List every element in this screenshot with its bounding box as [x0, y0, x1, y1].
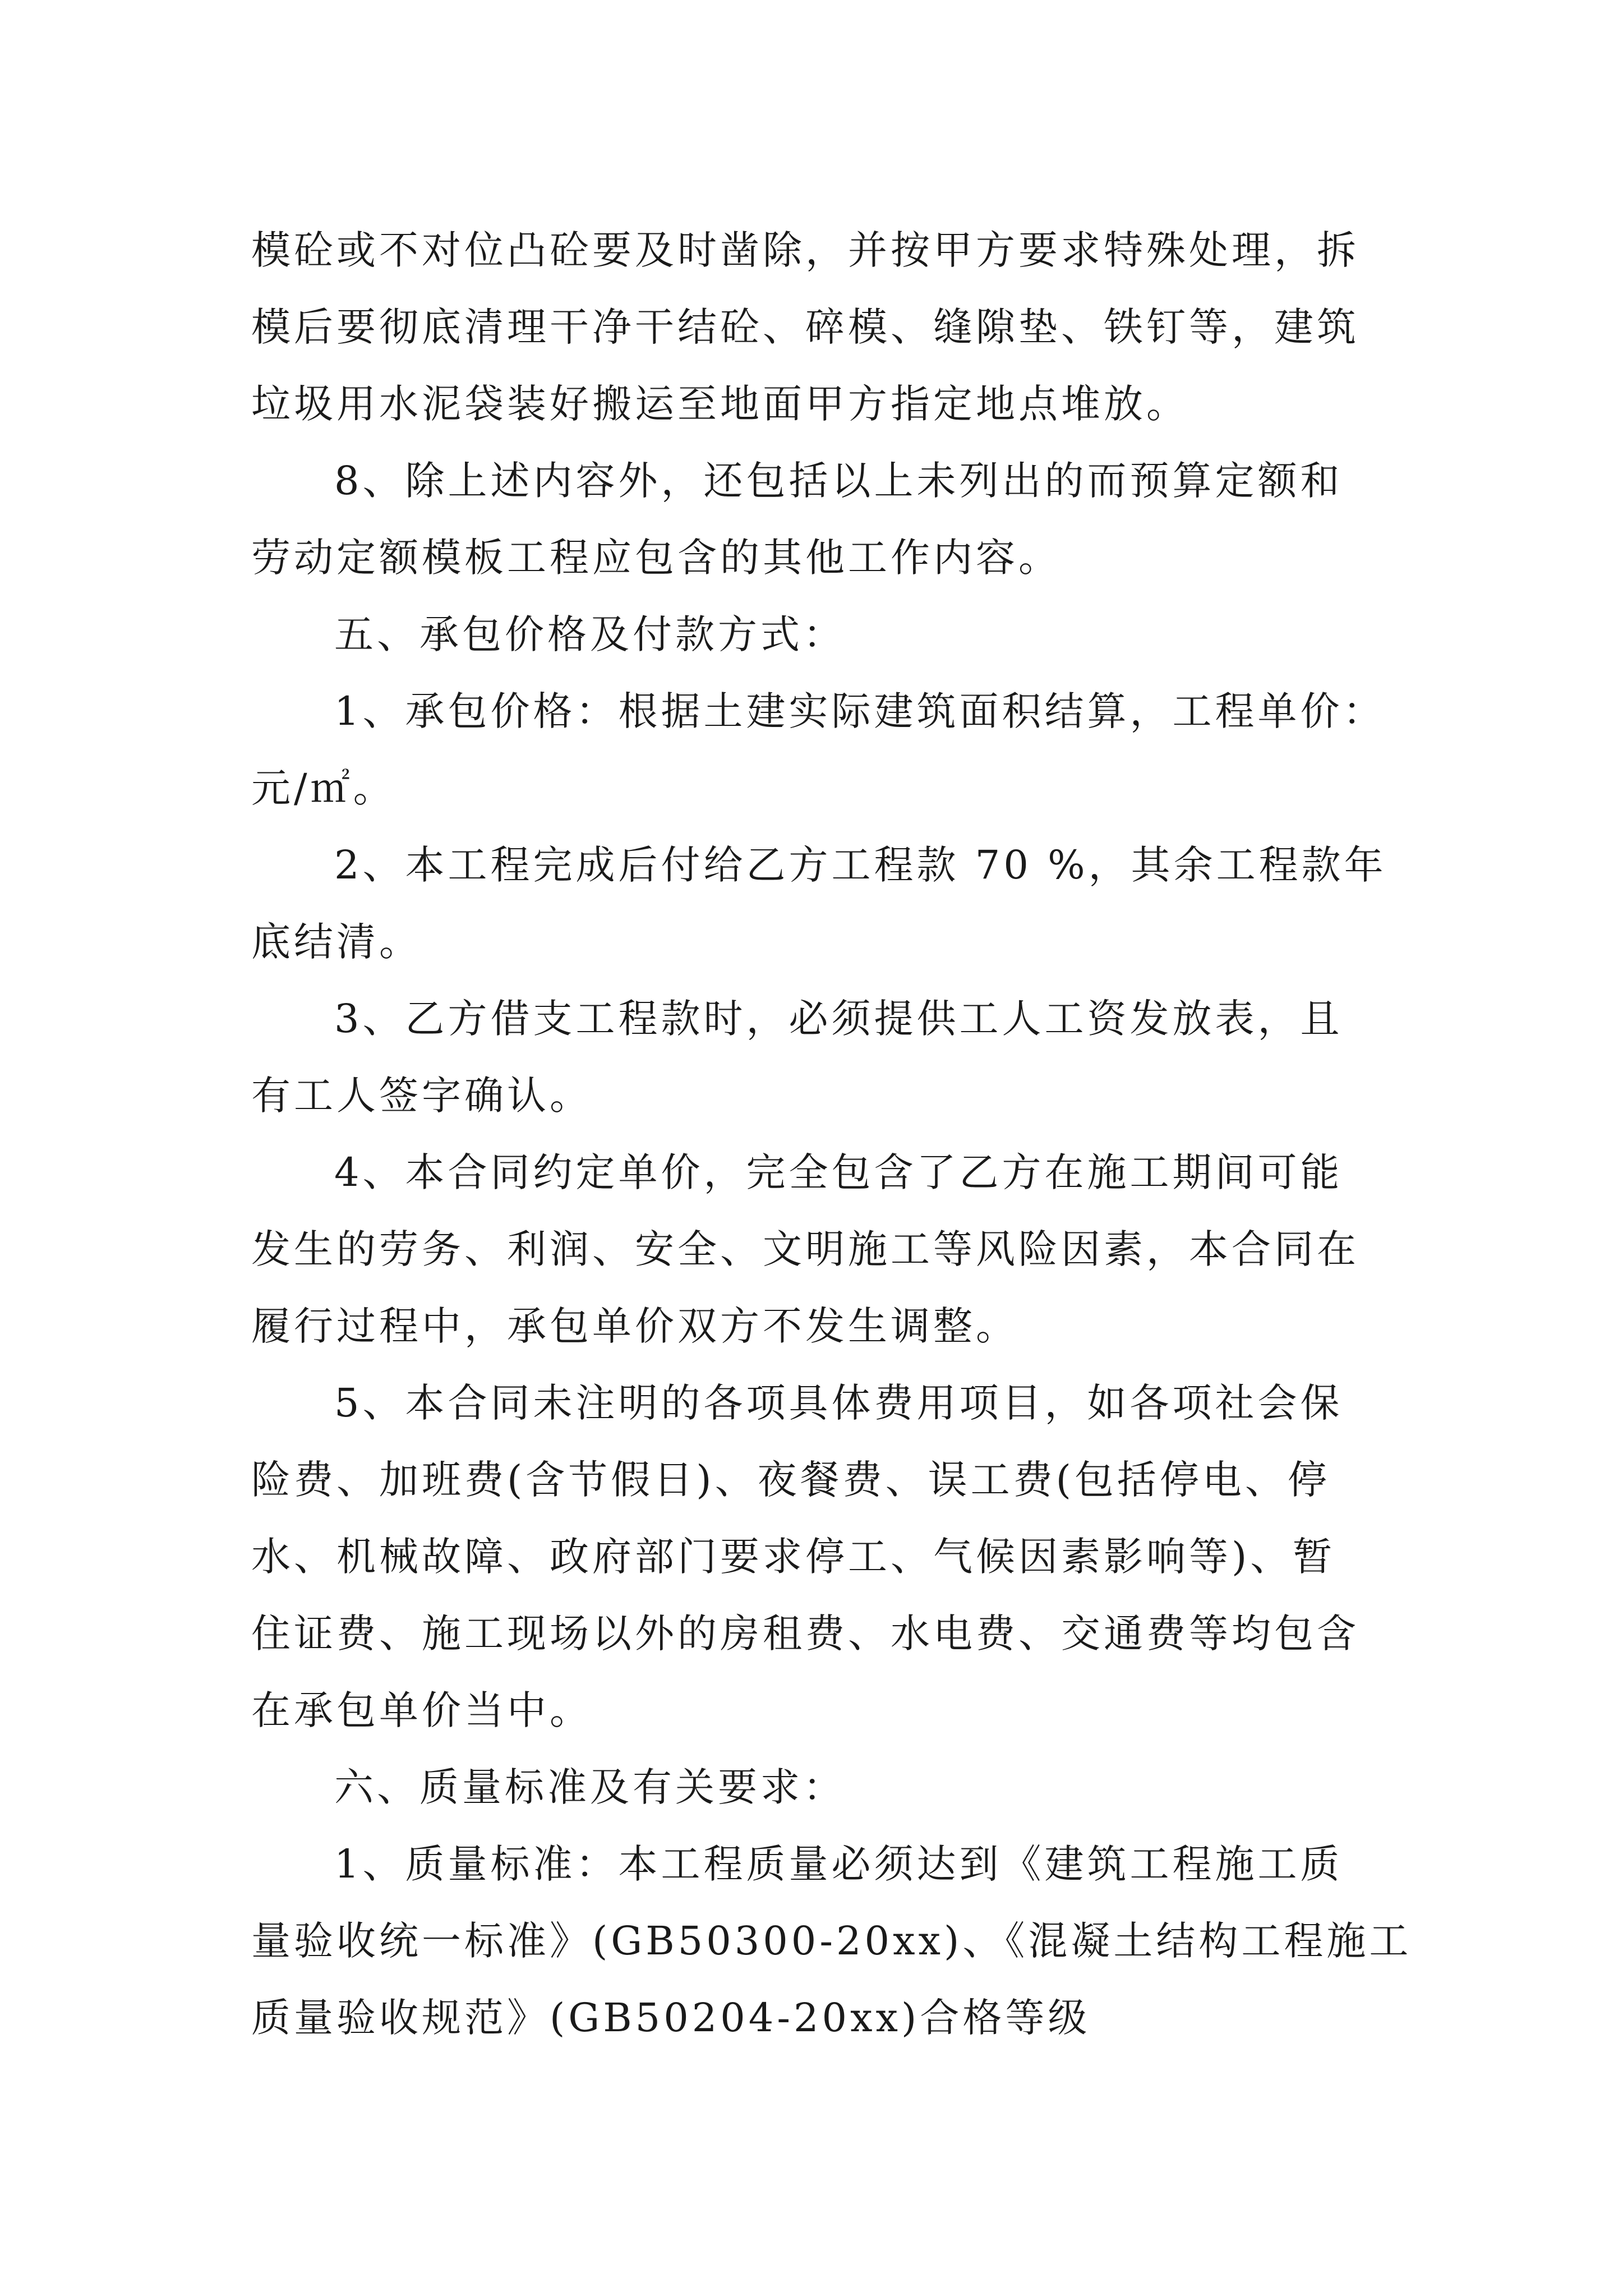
text-line: 3、乙方借支工程款时，必须提供工人工资发放表，且 — [334, 996, 1343, 1042]
text-line: 1、承包价格：根据土建实际建筑面积结算，工程单价： — [334, 688, 1386, 734]
text-line: 元/㎡。 — [251, 765, 396, 811]
text-line: 质量验收规范》(GB50204-20xx)合格等级 — [251, 1995, 1091, 2041]
section-heading: 五、承包价格及付款方式： — [334, 611, 846, 657]
text-line: 履行过程中，承包单价双方不发生调整。 — [251, 1303, 1018, 1349]
text-line: 模后要彻底清理干净干结砼、碎模、缝隙垫、铁钉等，建筑 — [251, 304, 1359, 350]
document-body — [251, 212, 1412, 2056]
text-line: 2、本工程完成后付给乙方工程款 70 %，其余工程款年 — [334, 842, 1387, 888]
text-line: 4、本合同约定单价，完全包含了乙方在施工期间可能 — [334, 1149, 1343, 1195]
text-line: 模砼或不对位凸砼要及时凿除，并按甲方要求特殊处理，拆 — [251, 227, 1359, 273]
text-line: 量验收统一标准》(GB50300-20xx)、《混凝土结构工程施工 — [251, 1918, 1412, 1964]
text-line: 8、除上述内容外，还包括以上未列出的而预算定额和 — [334, 458, 1343, 504]
text-line: 水、机械故障、政府部门要求停工、气候因素影响等)、暂 — [251, 1534, 1336, 1580]
text-line: 底结清。 — [251, 919, 422, 965]
text-line: 1、质量标准：本工程质量必须达到《建筑工程施工质 — [334, 1841, 1343, 1887]
text-line: 在承包单价当中。 — [251, 1687, 592, 1733]
text-line: 垃圾用水泥袋装好搬运至地面甲方指定地点堆放。 — [251, 381, 1189, 427]
text-line: 劳动定额模板工程应包含的其他工作内容。 — [251, 535, 1061, 581]
text-line: 住证费、施工现场以外的房租费、水电费、交通费等均包含 — [251, 1611, 1359, 1657]
text-line: 发生的劳务、利润、安全、文明施工等风险因素，本合同在 — [251, 1226, 1359, 1272]
text-line: 有工人签字确认。 — [251, 1073, 592, 1119]
text-line: 险费、加班费(含节假日)、夜餐费、误工费(包括停电、停 — [251, 1457, 1330, 1503]
section-heading: 六、质量标准及有关要求： — [334, 1764, 846, 1810]
text-line: 5、本合同未注明的各项具体费用项目，如各项社会保 — [334, 1380, 1343, 1426]
